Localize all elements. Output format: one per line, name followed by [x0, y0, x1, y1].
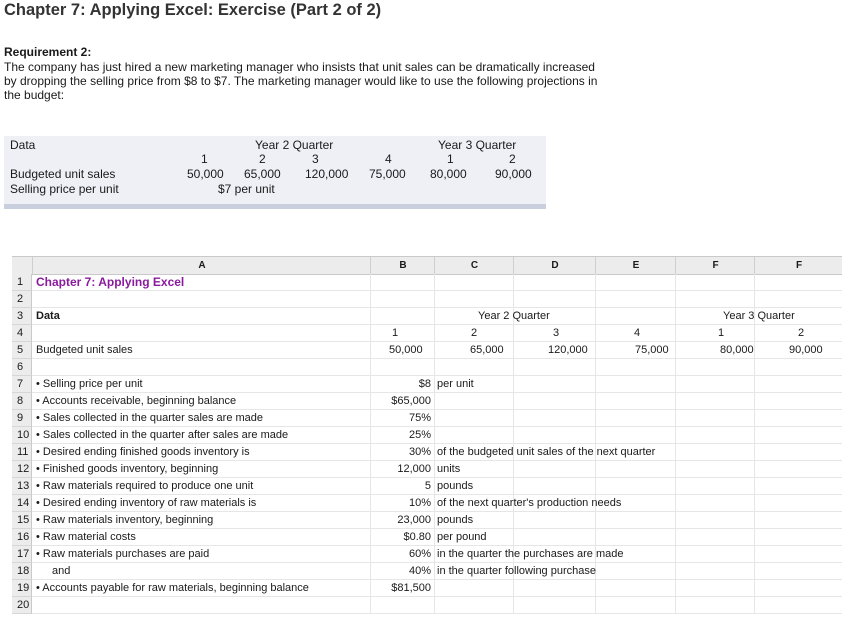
row-number[interactable]: 3 [12, 308, 32, 325]
cell-value[interactable]: 12,000 [397, 463, 431, 475]
column-header-f[interactable]: F [675, 257, 755, 274]
column-header-c[interactable]: C [434, 257, 514, 274]
row-number[interactable]: 2 [12, 291, 32, 308]
cell-value[interactable]: $81,500 [391, 582, 431, 594]
cell-label[interactable]: • Selling price per unit [36, 378, 143, 390]
panel-data-label: Data [10, 138, 36, 152]
panel-sales-value: 80,000 [430, 167, 467, 181]
column-header-e[interactable]: E [595, 257, 676, 274]
panel-sales-value: 120,000 [305, 167, 349, 181]
requirement-text: The company has just hired a new marketing manager who insists that unit sales can be dramatically increased by dropping the selling price from $8 to $7. The marketing manager would like to use the following projections in the budget: [4, 60, 598, 102]
row-number[interactable]: 8 [12, 393, 32, 410]
cell-label[interactable]: • Raw material costs [36, 531, 136, 543]
cell-a3[interactable]: Data [36, 310, 60, 322]
panel-quarter: 3 [312, 152, 319, 166]
cell-value[interactable]: $8 [418, 378, 431, 390]
cell-label[interactable]: and [52, 565, 71, 577]
row-number[interactable]: 15 [12, 512, 32, 529]
cell-label[interactable]: • Sales collected in the quarter after sales are made [36, 429, 289, 441]
panel-sales-value: 75,000 [369, 167, 406, 181]
row-number[interactable]: 20 [12, 597, 32, 614]
cell-a5[interactable]: Budgeted unit sales [36, 344, 133, 356]
column-header-a[interactable]: A [32, 257, 371, 274]
cell-value[interactable]: 60% [408, 548, 431, 560]
cell-quarter[interactable]: 4 [634, 327, 641, 339]
cell-quarter[interactable]: 2 [798, 327, 805, 339]
cell-note[interactable]: per unit [437, 378, 474, 390]
panel-quarter: 2 [259, 152, 266, 166]
cell-value[interactable]: 23,000 [397, 514, 431, 526]
row-number[interactable]: 14 [12, 495, 32, 512]
cell-sales[interactable]: 90,000 [789, 344, 823, 356]
cell-value[interactable]: $65,000 [391, 395, 431, 407]
cell-quarter[interactable]: 1 [392, 327, 399, 339]
cell-value[interactable]: 30% [408, 446, 431, 458]
panel-price-value: $7 per unit [218, 182, 275, 196]
panel-sales-value: 65,000 [244, 167, 281, 181]
cell-quarter[interactable]: 2 [471, 327, 478, 339]
cell-note[interactable]: of the budgeted unit sales of the next quarter [437, 446, 656, 458]
column-header-b[interactable]: B [370, 257, 435, 274]
cell-value[interactable]: 75% [408, 412, 431, 424]
select-all-corner[interactable] [12, 257, 32, 274]
panel-quarter: 2 [509, 152, 516, 166]
cell-note[interactable]: per pound [437, 531, 487, 543]
cell-note[interactable]: units [437, 463, 461, 475]
cell-note[interactable]: pounds [437, 514, 474, 526]
cell-label[interactable]: • Sales collected in the quarter sales are made [36, 412, 264, 424]
cell-value[interactable]: 25% [408, 429, 431, 441]
cell-note[interactable]: of the next quarter's production needs [437, 497, 622, 509]
row-number[interactable]: 7 [12, 376, 32, 393]
cell-value[interactable]: 40% [408, 565, 431, 577]
panel-quarter: 1 [201, 152, 208, 166]
spreadsheet [12, 256, 842, 616]
cell-sales[interactable]: 65,000 [470, 344, 504, 356]
row-number[interactable]: 1 [12, 274, 32, 291]
row-number[interactable]: 12 [12, 461, 32, 478]
cell-a1[interactable]: Chapter 7: Applying Excel [36, 275, 185, 289]
panel-price-label: Selling price per unit [10, 182, 119, 196]
cell-quarter[interactable]: 1 [718, 327, 725, 339]
cell-sales[interactable]: 80,000 [720, 344, 754, 356]
row-number[interactable]: 11 [12, 444, 32, 461]
cell-value[interactable]: $0.80 [403, 531, 431, 543]
row-number[interactable]: 6 [12, 359, 32, 376]
panel-year2-label: Year 2 Quarter [255, 138, 334, 152]
cell-label[interactable]: • Accounts payable for raw materials, beginning balance [36, 582, 309, 594]
cell-note[interactable]: in the quarter following purchase [437, 565, 596, 577]
panel-budgeted-label: Budgeted unit sales [10, 167, 116, 181]
cell-sales[interactable]: 120,000 [548, 344, 588, 356]
column-header-row [12, 256, 842, 275]
cell-year3-label[interactable]: Year 3 Quarter [723, 310, 795, 322]
cell-sales[interactable]: 50,000 [389, 344, 423, 356]
row-number[interactable]: 18 [12, 563, 32, 580]
cell-sales[interactable]: 75,000 [635, 344, 669, 356]
panel-quarter: 4 [385, 152, 392, 166]
cell-label[interactable]: • Raw materials inventory, beginning [36, 514, 214, 526]
row-number[interactable]: 4 [12, 325, 32, 342]
cell-label[interactable]: • Raw materials purchases are paid [36, 548, 210, 560]
cell-note[interactable]: pounds [437, 480, 474, 492]
row-number[interactable]: 13 [12, 478, 32, 495]
column-header-f2[interactable]: F [754, 257, 843, 274]
page-title: Chapter 7: Applying Excel: Exercise (Part 2 of 2) [4, 1, 382, 19]
panel-sales-value: 50,000 [187, 167, 224, 181]
row-number[interactable]: 19 [12, 580, 32, 597]
cell-value[interactable]: 10% [408, 497, 431, 509]
cell-label[interactable]: • Accounts receivable, beginning balance [36, 395, 237, 407]
row-number[interactable]: 10 [12, 427, 32, 444]
cell-value[interactable]: 5 [424, 480, 431, 492]
cell-label[interactable]: • Desired ending inventory of raw materials is [36, 497, 257, 509]
cell-note[interactable]: in the quarter the purchases are made [437, 548, 624, 560]
cell-label[interactable]: • Finished goods inventory, beginning [36, 463, 219, 475]
row-number[interactable]: 17 [12, 546, 32, 563]
panel-quarter: 1 [447, 152, 454, 166]
panel-sales-value: 90,000 [495, 167, 532, 181]
row-number[interactable]: 16 [12, 529, 32, 546]
cell-label[interactable]: • Raw materials required to produce one unit [36, 480, 254, 492]
requirement-heading: Requirement 2: [4, 45, 92, 59]
cell-quarter[interactable]: 3 [553, 327, 560, 339]
panel-year3-label: Year 3 Quarter [438, 138, 517, 152]
column-header-d[interactable]: D [513, 257, 596, 274]
cell-year2-label[interactable]: Year 2 Quarter [478, 310, 550, 322]
projection-panel-scrollbar[interactable] [4, 204, 546, 209]
cell-label[interactable]: • Desired ending finished goods inventory is [36, 446, 250, 458]
row-number[interactable]: 5 [12, 342, 32, 359]
row-number[interactable]: 9 [12, 410, 32, 427]
